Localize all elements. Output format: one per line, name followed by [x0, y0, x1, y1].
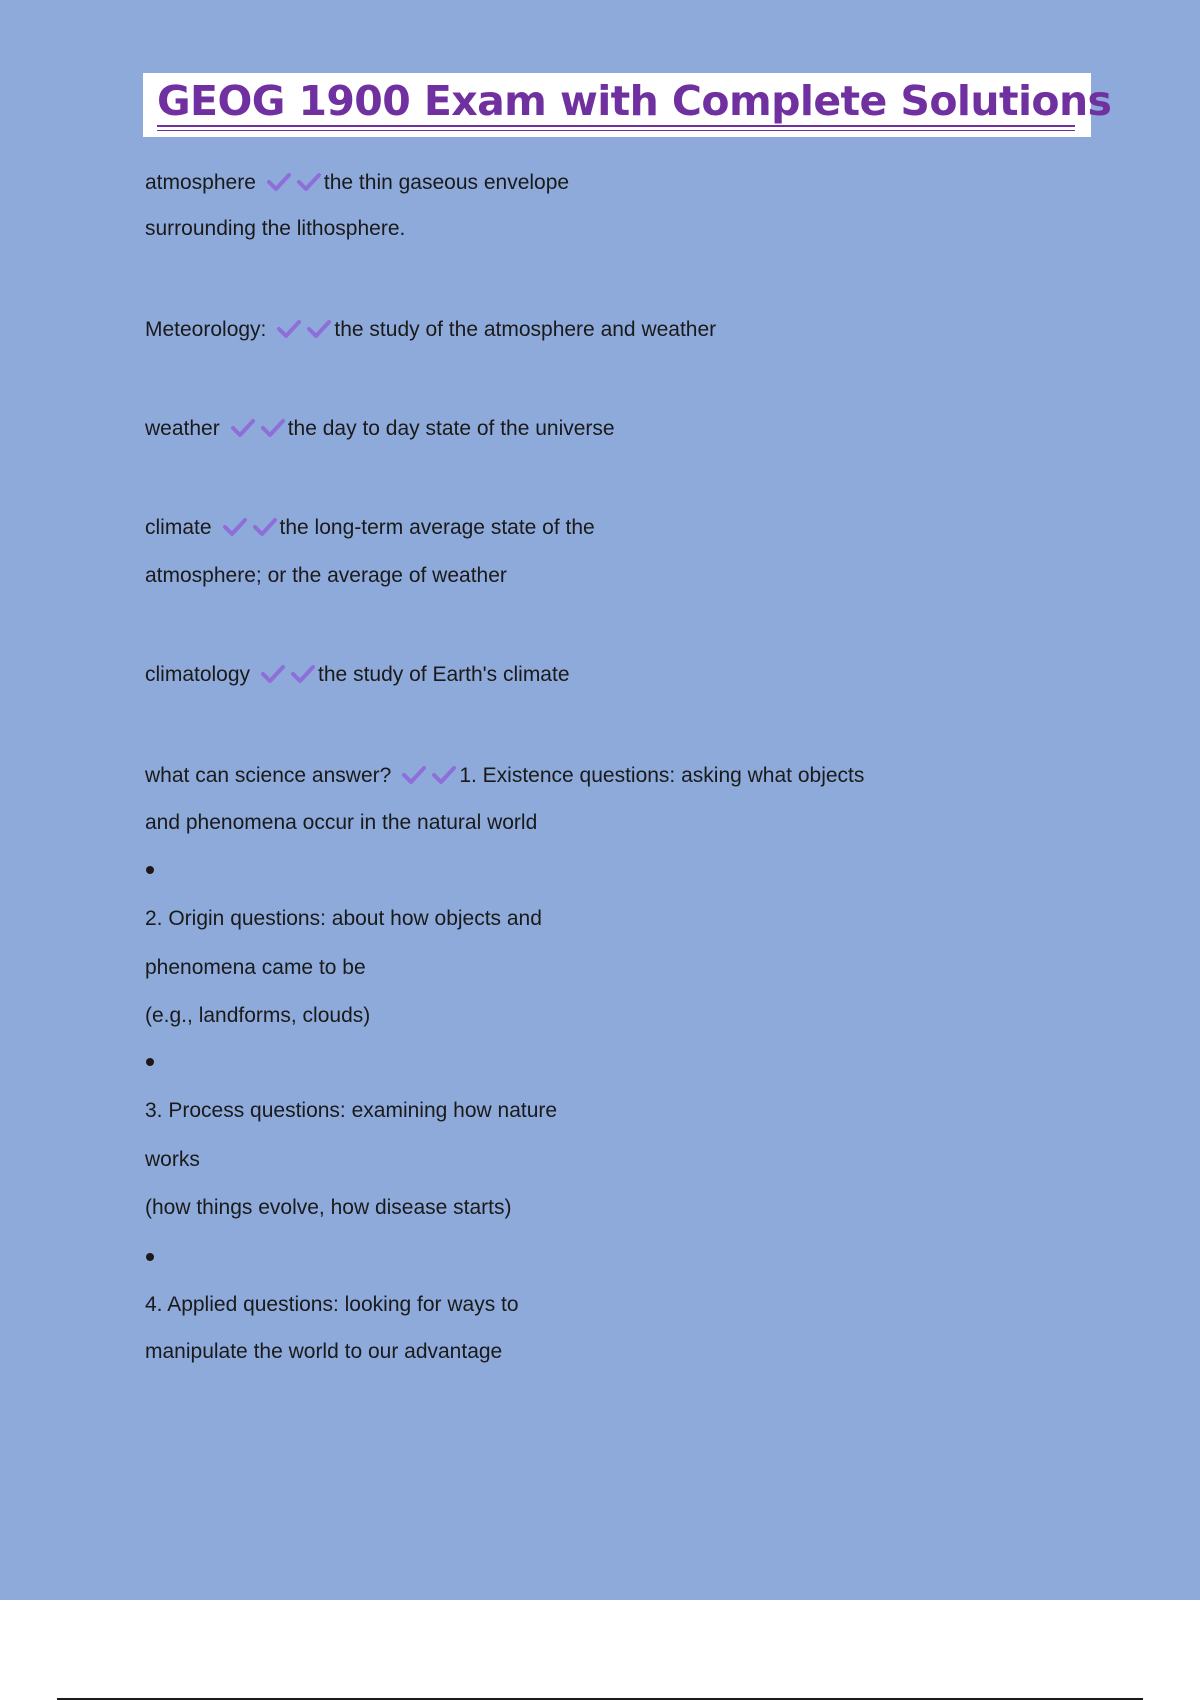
check-icon — [401, 765, 427, 785]
entry-term: climatology — [145, 663, 251, 686]
list-item-line: (e.g., landforms, clouds) — [145, 1004, 371, 1027]
check-icon — [252, 517, 278, 537]
double-check-marks — [218, 514, 278, 542]
double-check-marks — [226, 415, 286, 443]
entry-term: what can science answer? — [145, 764, 392, 787]
title-box — [143, 73, 1112, 137]
entry-climate — [145, 514, 595, 542]
check-icon — [306, 319, 332, 339]
list-item-line: phenomena came to be — [145, 956, 366, 979]
check-icon — [296, 172, 322, 192]
list-item-line: 3. Process questions: examining how nature — [145, 1099, 558, 1122]
entry-term: climate — [145, 516, 212, 539]
entry-definition: 1. Existence questions: asking what objects — [459, 764, 865, 787]
list-item-line: manipulate the world to our advantage — [145, 1340, 503, 1363]
entry-climatology — [145, 661, 570, 689]
entry-definition: the thin gaseous envelope — [323, 171, 570, 194]
list-bullet — [146, 1253, 154, 1261]
entry-definition: the day to day state of the universe — [287, 417, 615, 440]
double-check-marks — [262, 169, 322, 197]
entry-atmosphere — [145, 169, 569, 197]
double-check-marks — [397, 762, 457, 790]
list-item-line: 4. Applied questions: looking for ways to — [145, 1293, 519, 1316]
check-icon — [260, 664, 286, 684]
entry-definition: the study of the atmosphere and weather — [334, 318, 717, 341]
check-icon — [222, 517, 248, 537]
list-bullet — [146, 1058, 154, 1066]
entry-definition: the long-term average state of the — [279, 516, 595, 539]
entry-term: Meteorology: — [145, 318, 267, 341]
entry-term: weather — [145, 417, 220, 440]
entry-continuation: atmosphere; or the average of weather — [145, 564, 507, 587]
check-icon — [260, 418, 286, 438]
double-check-marks — [272, 316, 332, 344]
check-icon — [266, 172, 292, 192]
title-underline — [157, 125, 1075, 127]
entry-continuation: and phenomena occur in the natural world — [145, 811, 538, 834]
entry-what-can-science-answer — [145, 762, 864, 790]
title-underline-secondary — [157, 130, 1075, 131]
entry-continuation: surrounding the lithosphere. — [145, 217, 406, 240]
list-bullet — [146, 866, 154, 874]
entry-definition: the study of Earth's climate — [318, 663, 570, 686]
double-check-marks — [256, 661, 316, 689]
entry-term: atmosphere — [145, 171, 256, 194]
check-icon — [230, 418, 256, 438]
list-item-line: works — [145, 1148, 200, 1171]
page-title: GEOG 1900 Exam with Complete Solutions — [157, 77, 1112, 125]
list-item-line: (how things evolve, how disease starts) — [145, 1196, 512, 1219]
entry-weather — [145, 415, 615, 443]
list-item-line: 2. Origin questions: about how objects and — [145, 907, 542, 930]
check-icon — [431, 765, 457, 785]
check-icon — [290, 664, 316, 684]
check-icon — [276, 319, 302, 339]
entry-meteorology — [145, 316, 716, 344]
